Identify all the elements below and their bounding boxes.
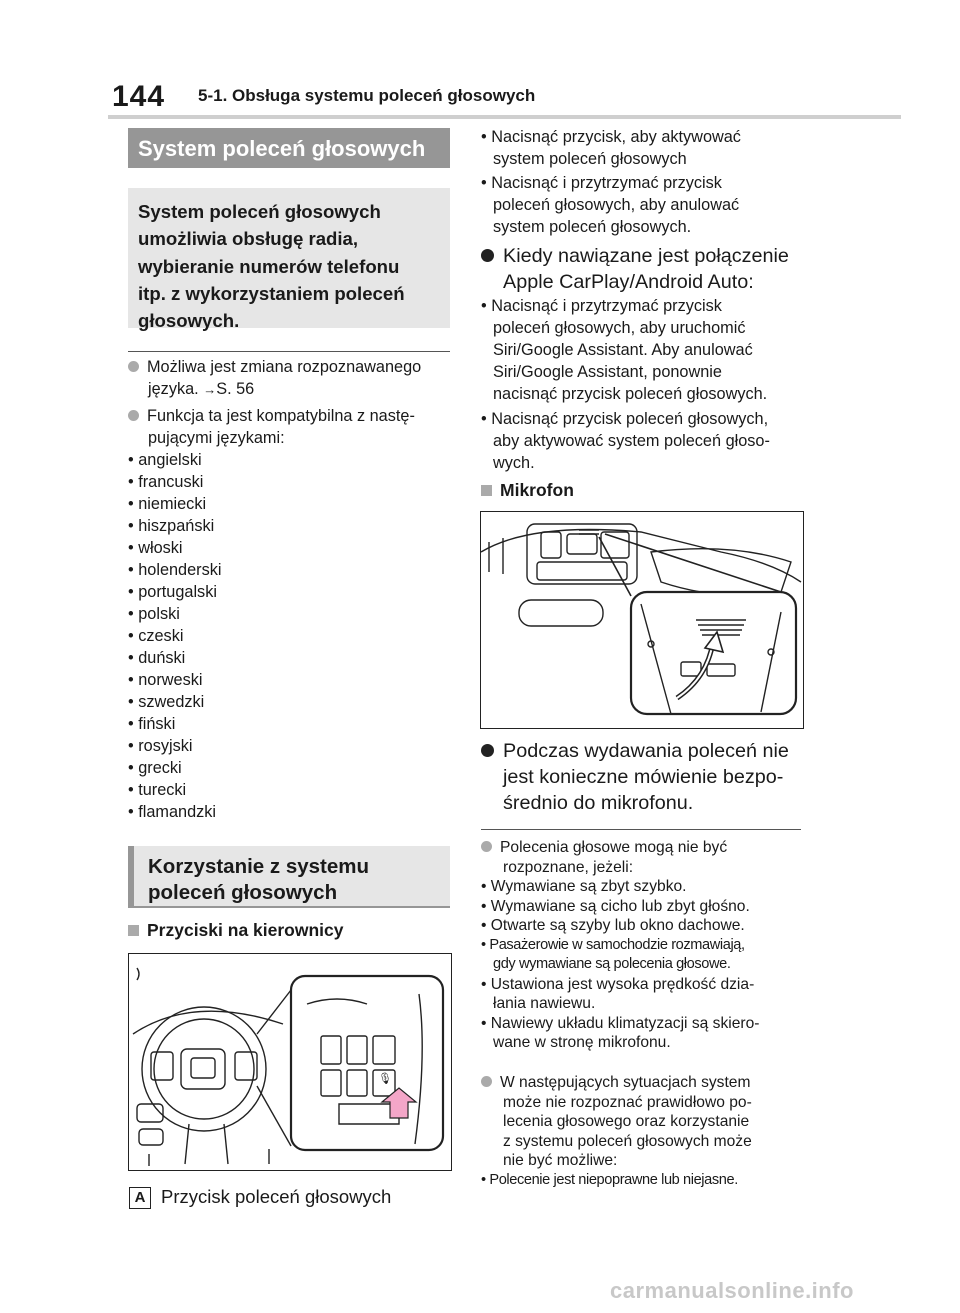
- page-number: 144: [112, 80, 166, 113]
- figure-caption: Przycisk poleceń głosowych: [161, 1186, 392, 1207]
- intro-line: głosowych.: [138, 310, 240, 332]
- list-item: • Polecenie jest niepoprawne lub niejasne.: [481, 1171, 738, 1188]
- recognition-note: Polecenia głosowe mogą nie być rozpoznane, jeżeli: • Wymawiane są zbyt szybko. • Wymawiane są cicho lub zbyt głośno. • Otwarte są szyby lub okno dachowe. • Pasażerowie w samochodzie rozmawiają, gdy wymawiane są polecenia głosowe. • Ustawiona jest wysoka prędkość dzia- łania nawiewu. • Nawiewy układu klimatyzacji są skiero- wane w stronę mikrofonu.: [481, 838, 821, 1053]
- list-item: • duński: [128, 649, 186, 667]
- microphone-heading: Mikrofon: [481, 480, 574, 501]
- language-list: [128, 449, 328, 823]
- intro-box: [128, 188, 450, 332]
- list-item: • Wymawiane są zbyt szybko.: [481, 878, 687, 895]
- list-item: • holenderski: [128, 561, 222, 579]
- intro-line: itp. z wykorzystaniem poleceń: [138, 282, 405, 304]
- list-item: • Otwarte są szyby lub okno dachowe.: [481, 917, 745, 934]
- steering-buttons-heading: Przyciski na kierownicy: [128, 920, 344, 941]
- list-item: • portugalski: [128, 583, 217, 601]
- list-item: • włoski: [128, 539, 183, 557]
- watermark: carmanualsonline.info: [610, 1278, 854, 1303]
- bullet-icon: [481, 841, 492, 852]
- chapter-title: 5-1. Obsługa systemu poleceń głosowych: [198, 86, 536, 105]
- figure-label-a: A: [129, 1187, 151, 1209]
- list-item: • francuski: [128, 473, 204, 491]
- carplay-instruction-1: • Nacisnąć i przytrzymać przycisk poleceń głosowych, aby uruchomić Siri/Google Assistant. Aby anulować Siri/Google Assistant, ponownie nacisnąć przycisk poleceń głosowych.: [481, 297, 768, 403]
- list-item: • norweski: [128, 671, 203, 689]
- bullet-icon: [128, 361, 139, 372]
- bullet-icon: [481, 744, 494, 757]
- list-item: • grecki: [128, 759, 182, 777]
- list-item: • szwedzki: [128, 693, 205, 711]
- steering-wheel-drawing: [129, 954, 451, 1170]
- carplay-heading: Kiedy nawiązane jest połączenie Apple CarPlay/Android Auto:: [481, 243, 821, 295]
- list-item: • Wymawiane są cicho lub zbyt głośno.: [481, 897, 750, 915]
- section-title-using-voice: Korzystanie z systemu poleceń głosowych: [128, 846, 450, 906]
- list-item: • rosyjski: [128, 737, 193, 755]
- divider: [128, 351, 450, 352]
- bullet-icon: [481, 249, 494, 262]
- list-item: • niemiecki: [128, 495, 207, 513]
- cancel-instruction: • Nacisnąć i przytrzymać przycisk poleceń głosowych, aby anulować system poleceń głosowych.: [481, 174, 740, 236]
- header-rule: [108, 115, 901, 119]
- list-item: • polski: [128, 605, 180, 623]
- note-languages: Funkcja ta jest kompatybilna z nastę- pującymi językami:: [128, 405, 458, 449]
- microphone-illustration: [480, 511, 804, 729]
- list-item: • Ustawiona jest wysoka prędkość dzia-: [481, 975, 755, 993]
- square-bullet-icon: [128, 925, 139, 936]
- divider: [481, 829, 801, 830]
- list-item: • fiński: [128, 715, 176, 733]
- bullet-icon: [128, 410, 139, 421]
- list-item: • angielski: [128, 451, 202, 469]
- intro-line: System poleceń głosowych: [138, 201, 381, 222]
- list-item: • czeski: [128, 627, 184, 645]
- section-title-voice-system: System poleceń głosowych: [128, 128, 450, 168]
- list-item: • hiszpański: [128, 517, 215, 535]
- steering-wheel-illustration: [128, 953, 452, 1171]
- activate-instruction: • Nacisnąć przycisk, aby aktywować system poleceń głosowych: [481, 128, 741, 168]
- intro-line: umożliwia obsługę radia,: [138, 228, 359, 250]
- list-item: • Nawiewy układu klimatyzacji są skiero-: [481, 1014, 760, 1032]
- page-reference[interactable]: S. 56: [216, 380, 255, 398]
- square-bullet-icon: [481, 485, 492, 496]
- intro-line: wybieranie numerów telefonu: [138, 255, 400, 277]
- limitations-note: W następujących sytuacjach system może nie rozpoznać prawidłowo po- lecenia głosowego oraz korzystanie z systemu poleceń głosowych może nie być możliwe: • Polecenie jest niepoprawne lub niejasne.: [481, 1073, 821, 1190]
- microphone-drawing: [481, 512, 803, 728]
- list-item: • Pasażerowie w samochodzie rozmawiają,: [481, 936, 745, 953]
- bullet-icon: [481, 1076, 492, 1087]
- speaking-note: Podczas wydawania poleceń nie jest konieczne mówienie bezpo- średnio do mikrofonu.: [481, 738, 821, 816]
- carplay-instruction-2: • Nacisnąć przycisk poleceń głosowych, aby aktywować system poleceń głoso- wych.: [481, 410, 770, 472]
- arrow-right-icon: →: [203, 382, 217, 397]
- voice-button-symbol: 🎙: [378, 1072, 392, 1085]
- list-item: • turecki: [128, 781, 187, 799]
- section-underline: [128, 906, 450, 908]
- note-language-change: Możliwa jest zmiana rozpoznawanego języka. →S. 56: [128, 356, 458, 401]
- list-item: • flamandzki: [128, 803, 217, 821]
